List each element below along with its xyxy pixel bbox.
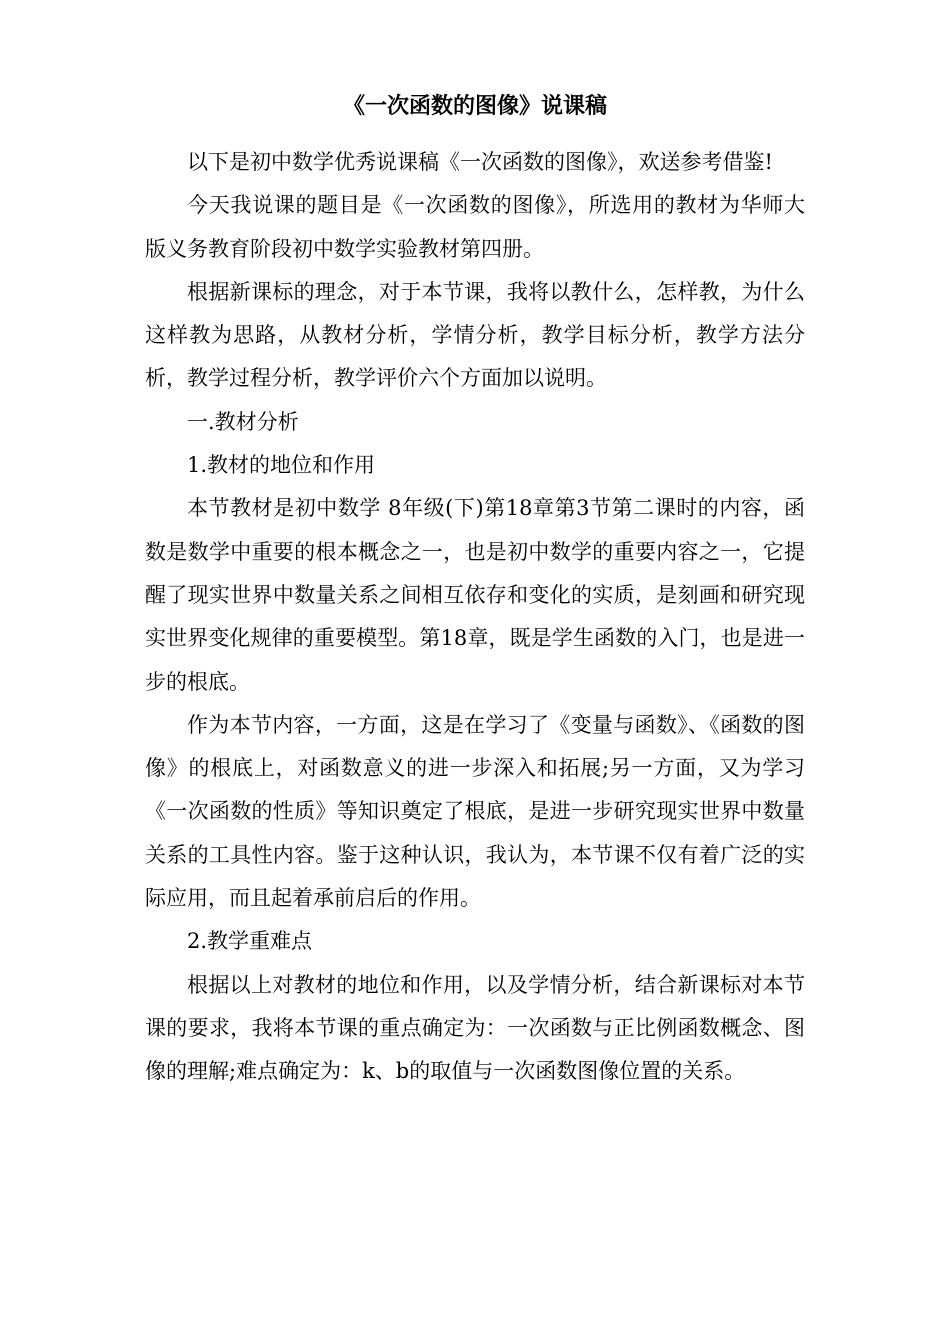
subsection-heading-position-role: 1.教材的地位和作用: [187, 453, 376, 478]
section-heading-textbook-analysis: 一.教材分析: [187, 409, 299, 434]
subsection-heading-key-points: 2.教学重难点: [187, 929, 313, 954]
paragraph-section-content: 作为本节内容，一方面，这是在学习了《变量与函数》、《函数的图像》的根底上，对函数意义的进一步深入和拓展;另一方面，又为学习《一次函数的性质》等知识奠定了根底，是进一步研究现实世界中数量关系的工具性内容。鉴于这种认识，我认为，本节课不仅有着广泛的实际应用，而且起着承前启后的作用。: [145, 712, 805, 911]
paragraph-intro: 以下是初中数学优秀说课稿《一次函数的图像》，欢送参考借鉴!: [187, 150, 773, 174]
paragraph-topic: 今天我说课的题目是《一次函数的图像》，所选用的教材为华师大版义务教育阶段初中数学实验教材第四册。: [145, 193, 805, 261]
paragraph-textbook-content: 本节教材是初中数学 8年级(下)第18章第3节第二课时的内容，函数是数学中重要的根本概念之一，也是初中数学的重要内容之一，它提醒了现实世界中数量关系之间相互依存和变化的实质，是刻画和研究现实世界变化规律的重要模型。第18章，既是学生函数的入门，也是进一步的根底。: [145, 496, 805, 694]
paragraph-outline: 根据新课标的理念，对于本节课，我将以教什么，怎样教，为什么这样教为思路，从教材分析，学情分析，教学目标分析，教学方法分析，教学过程分析，教学评价六个方面加以说明。: [145, 279, 805, 391]
paragraph-key-points: 根据以上对教材的地位和作用，以及学情分析，结合新课标对本节课的要求，我将本节课的重点确定为：一次函数与正比例函数概念、图像的理解;难点确定为：k、b的取值与一次函数图像位置的关系。: [145, 972, 805, 1084]
document-body: [145, 141, 805, 1094]
document-title: 《一次函数的图像》说课稿: [342, 94, 607, 119]
